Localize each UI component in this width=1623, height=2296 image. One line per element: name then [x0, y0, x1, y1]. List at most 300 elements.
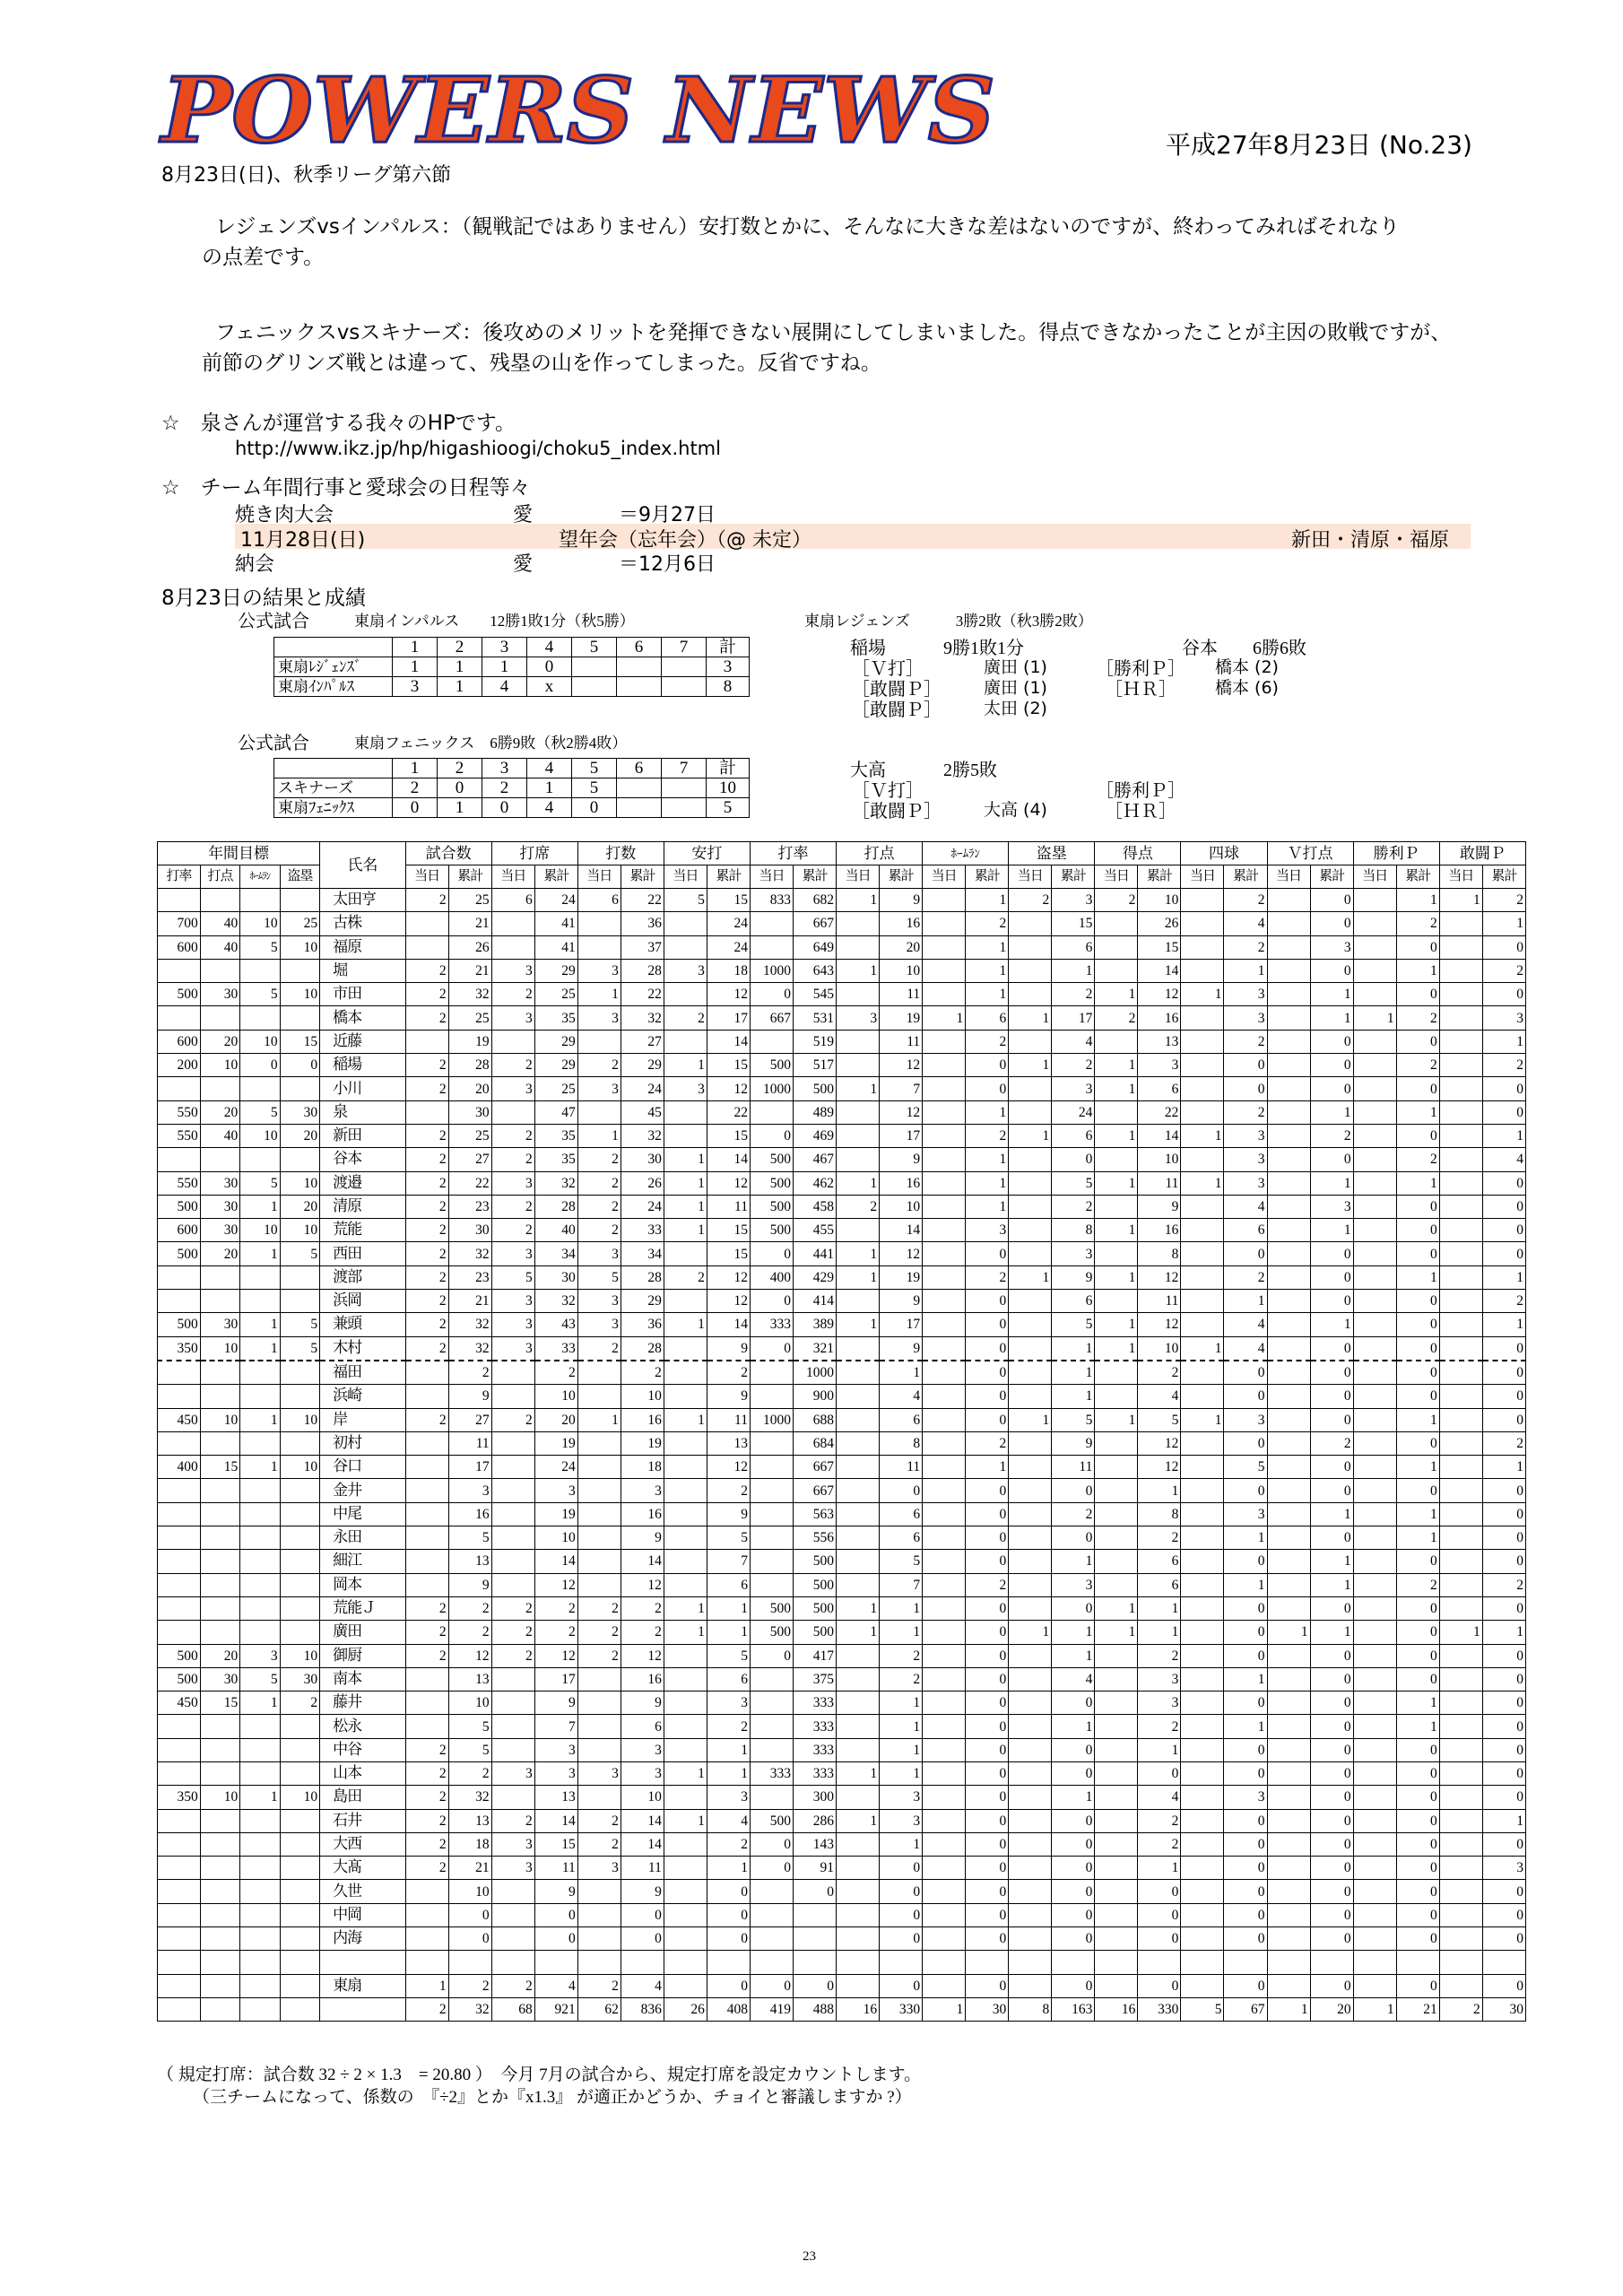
- stat-cell: 1: [1052, 1385, 1095, 1408]
- column-group-header: 盗塁: [1009, 842, 1095, 865]
- stat-cell: 4: [1138, 1385, 1181, 1408]
- stat-cell: 0: [1052, 1809, 1095, 1832]
- stat-cell: 10: [534, 1526, 577, 1550]
- stat-cell: [1353, 1667, 1396, 1691]
- goal-cell: 30: [280, 1667, 319, 1691]
- stat-cell: 24: [707, 912, 750, 935]
- stat-cell: 22: [448, 1171, 491, 1195]
- stat-cell: 3: [577, 1006, 621, 1030]
- stat-cell: 2: [1224, 1100, 1267, 1124]
- stat-cell: [837, 1880, 880, 1903]
- stat-cell: 2: [448, 1761, 491, 1785]
- stat-cell: [1267, 1242, 1310, 1265]
- goal-cell: [280, 1857, 319, 1880]
- stat-cell: [750, 1456, 793, 1479]
- stat-cell: [405, 1526, 448, 1550]
- stat-cell: [1009, 912, 1052, 935]
- stat-cell: 0: [1482, 1786, 1525, 1809]
- stat-cell: 3: [1224, 1502, 1267, 1526]
- stat-cell: 0: [966, 1336, 1009, 1361]
- stat-cell: [1353, 1385, 1396, 1408]
- stat-cell: 2: [966, 1431, 1009, 1455]
- goal-cell: 10: [280, 1644, 319, 1667]
- stat-cell: [923, 1738, 966, 1761]
- stat-cell: 545: [794, 983, 837, 1006]
- table-row: [158, 1573, 1526, 1596]
- stat-cell: 0: [880, 1903, 923, 1926]
- report-legends-impulse: レジェンズvsインパルス：（観戦記ではありません）安打数とかに、そんなに大きな差はないのですが、終わってみればそれなり の点差です。: [202, 215, 1400, 269]
- stat-cell: 13: [448, 1550, 491, 1573]
- table-row: [158, 1148, 1526, 1171]
- stat-cell: 1: [707, 1857, 750, 1880]
- stat-cell: [1181, 1054, 1224, 1077]
- stat-cell: 22: [621, 983, 664, 1006]
- stat-cell: [1181, 1456, 1224, 1479]
- stat-cell: 333: [794, 1738, 837, 1761]
- stat-cell: 0: [1310, 1265, 1353, 1289]
- stat-cell: 6: [1052, 935, 1095, 959]
- stat-cell: 14: [707, 1148, 750, 1171]
- stat-cell: [1095, 1550, 1138, 1573]
- stat-cell: [1009, 1431, 1052, 1455]
- name-header: 氏名: [320, 842, 405, 889]
- stat-cell: 2: [577, 1596, 621, 1620]
- stat-cell: 1: [1181, 1171, 1224, 1195]
- stat-cell: [923, 1809, 966, 1832]
- stat-cell: [491, 1927, 534, 1951]
- goal-header: 年間目標: [158, 842, 320, 865]
- stat-cell: [837, 912, 880, 935]
- player-name: [320, 1951, 405, 1974]
- stat-cell: 441: [794, 1242, 837, 1265]
- stat-cell: [1009, 935, 1052, 959]
- stat-cell: [664, 1880, 707, 1903]
- stat-cell: 3: [880, 1786, 923, 1809]
- stat-cell: 0: [880, 1479, 923, 1502]
- stat-cell: 0: [880, 1880, 923, 1903]
- stat-cell: [491, 1951, 534, 1974]
- stat-cell: 1: [1181, 983, 1224, 1006]
- stat-cell: 27: [448, 1408, 491, 1431]
- stat-cell: [1095, 1832, 1138, 1856]
- goal-cell: [200, 1148, 239, 1171]
- stat-cell: 3: [1052, 1242, 1095, 1265]
- stat-cell: 6: [1224, 1219, 1267, 1242]
- stat-cell: 29: [621, 1054, 664, 1077]
- stat-cell: 1: [1396, 889, 1439, 912]
- goal-cell: 1: [240, 1313, 280, 1336]
- stat-cell: 2: [1138, 1526, 1181, 1550]
- stat-cell: 0: [966, 1361, 1009, 1385]
- goal-cell: [280, 959, 319, 982]
- stat-cell: [966, 1951, 1009, 1974]
- column-group-header: Ｖ打点: [1267, 842, 1353, 865]
- stat-cell: [750, 1030, 793, 1053]
- stat-cell: [1009, 1526, 1052, 1550]
- stat-cell: [1353, 1951, 1396, 1974]
- stat-cell: [837, 1030, 880, 1053]
- detail: ［敢闘Ｐ］: [852, 680, 942, 700]
- goal-cell: 10: [280, 1171, 319, 1195]
- stat-cell: 2: [491, 1408, 534, 1431]
- goal-cell: [158, 1927, 201, 1951]
- stat-cell: 28: [534, 1195, 577, 1218]
- stat-cell: 419: [750, 1997, 793, 2021]
- stat-cell: 0: [966, 1385, 1009, 1408]
- column-subheader: 累計: [448, 865, 491, 889]
- stat-cell: 2: [966, 1030, 1009, 1053]
- stat-cell: 0: [1396, 1550, 1439, 1573]
- stat-cell: [1439, 1786, 1482, 1809]
- stat-cell: [1353, 1786, 1396, 1809]
- stat-cell: 5: [664, 889, 707, 912]
- stat-cell: [577, 1667, 621, 1691]
- stat-cell: 2: [405, 1809, 448, 1832]
- stat-cell: 1: [1224, 1526, 1267, 1550]
- goal-cell: [240, 1927, 280, 1951]
- stat-cell: 6: [491, 889, 534, 912]
- stat-cell: [1439, 1692, 1482, 1715]
- stat-cell: 1: [923, 1006, 966, 1030]
- goal-cell: 10: [200, 1786, 239, 1809]
- stat-cell: 0: [966, 1621, 1009, 1644]
- stat-cell: 5: [1181, 1997, 1224, 2021]
- goal-cell: [240, 1385, 280, 1408]
- goal-cell: [280, 889, 319, 912]
- table-row: [158, 1809, 1526, 1832]
- stat-cell: 3: [491, 1242, 534, 1265]
- stat-cell: 11: [534, 1857, 577, 1880]
- stat-cell: [1353, 1100, 1396, 1124]
- stat-cell: [1181, 1431, 1224, 1455]
- stat-cell: 0: [750, 1336, 793, 1361]
- table-row: [158, 1951, 1526, 1974]
- goal-cell: 500: [158, 1644, 201, 1667]
- stat-cell: 0: [1396, 1313, 1439, 1336]
- stat-cell: 0: [1310, 1809, 1353, 1832]
- stat-cell: 0: [1482, 1927, 1525, 1951]
- stat-cell: 0: [966, 1903, 1009, 1926]
- column-group-header: 打席: [491, 842, 577, 865]
- stat-cell: 1: [837, 1761, 880, 1785]
- goal-cell: 40: [200, 1124, 239, 1147]
- stat-cell: [664, 1550, 707, 1573]
- table-row: [158, 959, 1526, 982]
- goal-cell: [200, 1832, 239, 1856]
- stat-cell: 43: [534, 1313, 577, 1336]
- stat-cell: 5: [1138, 1408, 1181, 1431]
- stat-cell: 0: [966, 1479, 1009, 1502]
- stat-cell: 14: [707, 1313, 750, 1336]
- table-row: [158, 1974, 1526, 1997]
- stat-cell: [1267, 1596, 1310, 1620]
- stat-cell: 0: [534, 1903, 577, 1926]
- player-name: 藤井: [320, 1692, 405, 1715]
- stat-cell: 3: [1052, 889, 1095, 912]
- stat-cell: 13: [448, 1667, 491, 1691]
- stat-cell: 1: [1181, 1124, 1224, 1147]
- stat-cell: [1267, 1431, 1310, 1455]
- stat-cell: 20: [534, 1408, 577, 1431]
- stat-cell: 0: [707, 1927, 750, 1951]
- column-subheader: 累計: [880, 865, 923, 889]
- stat-cell: 3: [707, 1692, 750, 1715]
- hp-url[interactable]: http://www.ikz.jp/hp/higashioogi/choku5_index.html: [235, 438, 721, 459]
- stat-cell: 0: [1482, 1408, 1525, 1431]
- stat-cell: [1439, 1077, 1482, 1100]
- stat-cell: [923, 1621, 966, 1644]
- stat-cell: 500: [750, 1596, 793, 1620]
- score-row: 東扇ﾚｼﾞｪﾝｽﾞ 1 1 1 0 3: [274, 657, 750, 677]
- stat-cell: [1181, 1290, 1224, 1313]
- stat-cell: 0: [966, 1667, 1009, 1691]
- stat-cell: [923, 1313, 966, 1336]
- stat-cell: [1181, 1857, 1224, 1880]
- column-subheader: 当日: [1267, 865, 1310, 889]
- subtitle: 8月23日(日)、秋季リーグ第六節: [161, 164, 452, 187]
- stat-cell: [405, 1385, 448, 1408]
- stat-cell: [1353, 1171, 1396, 1195]
- stat-cell: 1: [1310, 1313, 1353, 1336]
- stat-cell: [664, 1692, 707, 1715]
- highlight-row: [235, 524, 1471, 549]
- stat-cell: 3: [491, 1313, 534, 1336]
- stat-cell: 11: [880, 1030, 923, 1053]
- stat-cell: 15: [534, 1832, 577, 1856]
- stat-cell: 500: [794, 1077, 837, 1100]
- stat-cell: 19: [534, 1431, 577, 1455]
- stat-cell: [405, 1030, 448, 1053]
- stat-cell: 3: [621, 1761, 664, 1785]
- stat-cell: 2: [491, 1054, 534, 1077]
- stat-cell: [837, 1951, 880, 1974]
- stat-cell: 11: [448, 1431, 491, 1455]
- stat-cell: [664, 1857, 707, 1880]
- stat-cell: 0: [1310, 1761, 1353, 1785]
- stat-cell: 15: [707, 1219, 750, 1242]
- player-name: 新田: [320, 1124, 405, 1147]
- stat-cell: 0: [1396, 983, 1439, 1006]
- stat-cell: 41: [534, 935, 577, 959]
- stat-cell: 500: [794, 1621, 837, 1644]
- stat-cell: 3: [577, 1077, 621, 1100]
- stat-cell: 0: [1396, 1761, 1439, 1785]
- player-name: 山本: [320, 1761, 405, 1785]
- stat-cell: [1009, 1761, 1052, 1785]
- goal-cell: 5: [280, 1336, 319, 1361]
- goal-cell: [200, 1880, 239, 1903]
- stat-cell: 12: [621, 1644, 664, 1667]
- stat-cell: 667: [750, 1006, 793, 1030]
- stat-cell: 2: [491, 1124, 534, 1147]
- stat-cell: [1095, 959, 1138, 982]
- goal-cell: [280, 1526, 319, 1550]
- stat-cell: 2: [405, 1124, 448, 1147]
- stat-cell: [1267, 912, 1310, 935]
- stat-cell: [1095, 1361, 1138, 1385]
- stat-cell: 1: [1224, 959, 1267, 982]
- stat-cell: [1009, 959, 1052, 982]
- stat-cell: 1: [664, 1171, 707, 1195]
- table-row: [158, 935, 1526, 959]
- stat-cell: [664, 1644, 707, 1667]
- goal-cell: [280, 1761, 319, 1785]
- stat-cell: 67: [1224, 1997, 1267, 2021]
- goal-cell: [200, 1596, 239, 1620]
- stat-cell: 3: [491, 1171, 534, 1195]
- stat-cell: 0: [1482, 1361, 1525, 1385]
- stat-cell: 32: [448, 1997, 491, 2021]
- goal-cell: [240, 1148, 280, 1171]
- stat-cell: 556: [794, 1526, 837, 1550]
- stat-cell: 0: [1482, 1667, 1525, 1691]
- stat-cell: 2: [448, 1974, 491, 1997]
- stat-cell: [1353, 1927, 1396, 1951]
- issue-date: 平成27年8月23日 (No.23): [1166, 130, 1472, 160]
- stat-cell: [923, 912, 966, 935]
- stat-cell: 2: [405, 1997, 448, 2021]
- stat-cell: 2: [491, 1148, 534, 1171]
- stat-cell: 1: [966, 935, 1009, 959]
- stat-cell: 9: [880, 1336, 923, 1361]
- stat-cell: [1353, 1526, 1396, 1550]
- stat-cell: 0: [1310, 1857, 1353, 1880]
- stat-cell: [491, 1030, 534, 1053]
- stat-cell: 9: [707, 1502, 750, 1526]
- stat-cell: 21: [1396, 1997, 1439, 2021]
- stat-cell: 0: [966, 1786, 1009, 1809]
- stat-cell: 4: [880, 1385, 923, 1408]
- stat-cell: [1095, 1030, 1138, 1053]
- stat-cell: 500: [750, 1171, 793, 1195]
- stat-cell: 14: [1138, 959, 1181, 982]
- stat-cell: [577, 1573, 621, 1596]
- player-name: 岡本: [320, 1573, 405, 1596]
- stat-cell: 500: [750, 1621, 793, 1644]
- stat-cell: [1181, 1526, 1224, 1550]
- column-subheader: 当日: [837, 865, 880, 889]
- stat-cell: 16: [621, 1667, 664, 1691]
- stat-cell: [1439, 912, 1482, 935]
- season-stats-table: [157, 841, 1526, 2022]
- stat-cell: 333: [750, 1761, 793, 1785]
- goal-cell: 550: [158, 1124, 201, 1147]
- stat-cell: [750, 1692, 793, 1715]
- stat-cell: 25: [448, 889, 491, 912]
- stat-cell: [750, 1786, 793, 1809]
- stat-cell: 4: [1052, 1030, 1095, 1053]
- stat-cell: [1181, 1738, 1224, 1761]
- stat-cell: [664, 1502, 707, 1526]
- stat-cell: 5: [707, 1526, 750, 1550]
- goal-cell: [158, 1526, 201, 1550]
- column-subheader: 当日: [1439, 865, 1482, 889]
- stat-cell: [1439, 1385, 1482, 1408]
- column-subheader: 当日: [1009, 865, 1052, 889]
- stat-cell: 2: [1138, 1809, 1181, 1832]
- goal-cell: [200, 1502, 239, 1526]
- stat-cell: [1439, 959, 1482, 982]
- stat-cell: 21: [448, 912, 491, 935]
- stat-cell: 62: [577, 1997, 621, 2021]
- stat-cell: 2: [577, 1974, 621, 1997]
- stat-cell: 26: [448, 935, 491, 959]
- stat-cell: 15: [1052, 912, 1095, 935]
- stat-cell: [1052, 1951, 1095, 1974]
- stat-cell: 34: [534, 1242, 577, 1265]
- stat-cell: [405, 1573, 448, 1596]
- stat-cell: 2: [405, 1148, 448, 1171]
- stat-cell: 11: [707, 1408, 750, 1431]
- stat-cell: 0: [1310, 1148, 1353, 1171]
- stat-cell: [1095, 1195, 1138, 1218]
- player-name: 永田: [320, 1526, 405, 1550]
- stat-cell: 3: [491, 1077, 534, 1100]
- stat-cell: 3: [621, 1479, 664, 1502]
- stat-cell: 2: [491, 1195, 534, 1218]
- goal-cell: [158, 1148, 201, 1171]
- stat-cell: 0: [966, 1242, 1009, 1265]
- stat-cell: [1267, 1880, 1310, 1903]
- stat-cell: 0: [1310, 1667, 1353, 1691]
- goal-cell: [280, 1502, 319, 1526]
- stat-cell: [750, 1550, 793, 1573]
- stat-cell: 0: [966, 1761, 1009, 1785]
- stat-cell: [1353, 1148, 1396, 1171]
- game1-label: 公式試合: [238, 612, 309, 631]
- stat-cell: 1: [880, 1596, 923, 1620]
- stat-cell: 833: [750, 889, 793, 912]
- stat-cell: [405, 1502, 448, 1526]
- stat-cell: 20: [448, 1077, 491, 1100]
- stat-cell: 2: [1396, 1006, 1439, 1030]
- stat-cell: [534, 1951, 577, 1974]
- goal-cell: 10: [280, 1456, 319, 1479]
- goal-cell: 5: [240, 1100, 280, 1124]
- stat-cell: 0: [1482, 1502, 1525, 1526]
- stat-cell: 1: [837, 1265, 880, 1289]
- stat-cell: 3: [577, 1761, 621, 1785]
- column-group-header: 安打: [664, 842, 750, 865]
- stat-cell: 0: [1482, 1738, 1525, 1761]
- stat-cell: 1: [837, 1809, 880, 1832]
- stat-cell: [1439, 1832, 1482, 1856]
- goal-cell: [158, 1431, 201, 1455]
- stat-cell: [1439, 1573, 1482, 1596]
- stat-cell: 5: [1224, 1456, 1267, 1479]
- stat-cell: 458: [794, 1195, 837, 1218]
- stat-cell: 1: [1396, 1100, 1439, 1124]
- stat-cell: [750, 912, 793, 935]
- stat-cell: 29: [534, 1054, 577, 1077]
- goal-cell: 30: [200, 1667, 239, 1691]
- stat-cell: 0: [1482, 1171, 1525, 1195]
- stat-cell: 0: [1396, 1431, 1439, 1455]
- stat-cell: [1353, 1573, 1396, 1596]
- stat-cell: [1353, 1195, 1396, 1218]
- stat-cell: 684: [794, 1431, 837, 1455]
- stat-cell: [837, 1336, 880, 1361]
- stat-cell: [1181, 1715, 1224, 1738]
- stat-cell: [750, 1502, 793, 1526]
- stat-cell: 36: [621, 1313, 664, 1336]
- stat-cell: 0: [1396, 1832, 1439, 1856]
- stat-cell: [750, 1880, 793, 1903]
- score-row: スキナーズ 2 0 2 1 5 10: [274, 778, 750, 798]
- stat-cell: [664, 1242, 707, 1265]
- stat-cell: [1439, 1171, 1482, 1195]
- stat-cell: 6: [880, 1408, 923, 1431]
